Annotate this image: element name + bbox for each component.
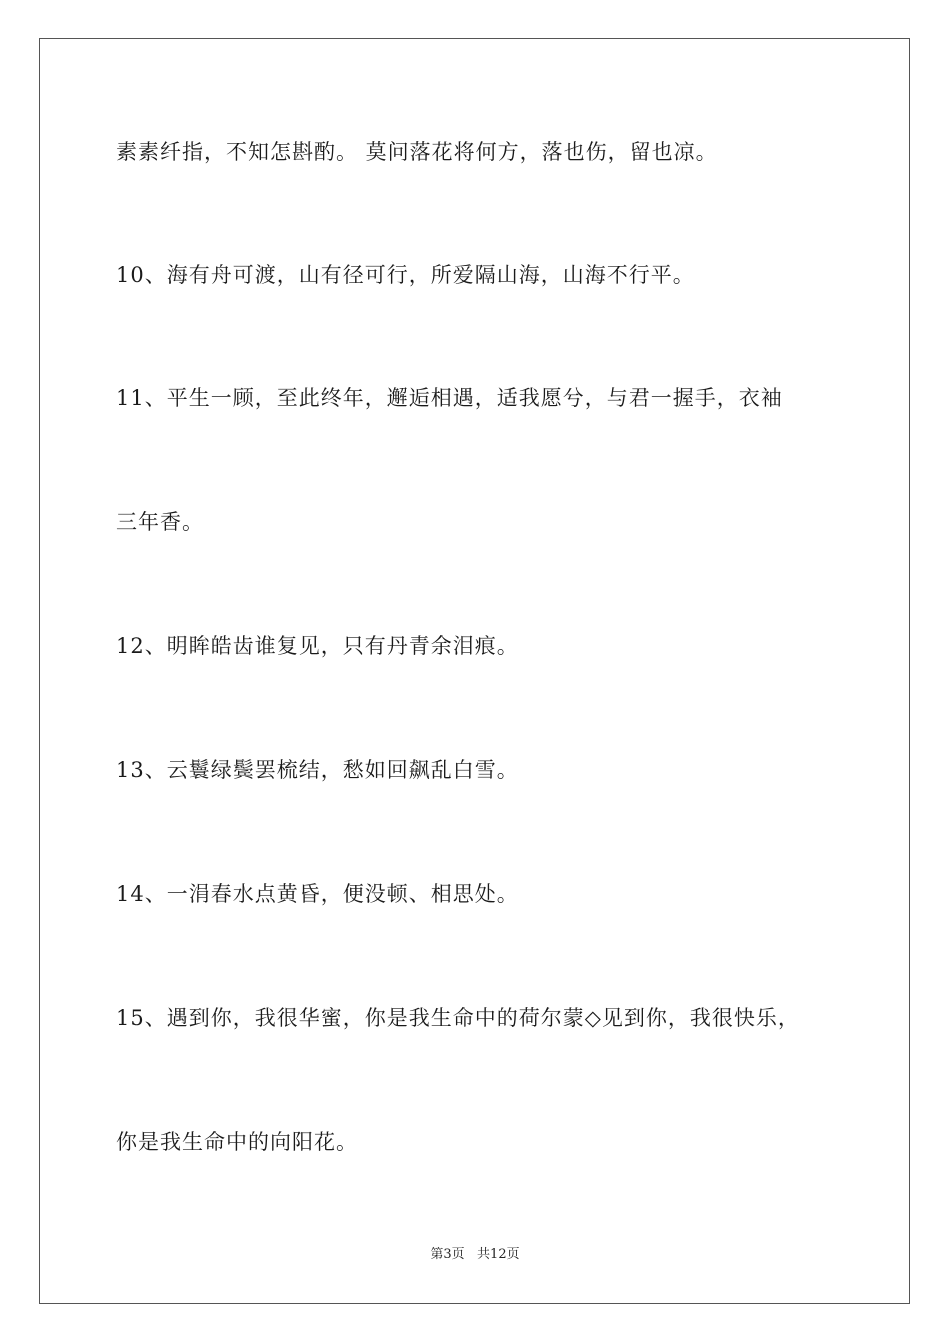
page-number-footer: 第3页 共12页	[430, 1247, 520, 1262]
text-line-9: 你是我生命中的向阳花。	[116, 1130, 358, 1154]
text-line-8: 15、遇到你，我很华蜜，你是我生命中的荷尔蒙◇见到你，我很快乐，	[116, 1006, 800, 1030]
text-line-2: 10、海有舟可渡，山有径可行，所爱隔山海，山海不行平。	[116, 263, 695, 287]
text-line-1: 素素纤指，不知怎斟酌。 莫问落花将何方，落也伤，留也凉。	[116, 140, 718, 164]
page-border	[39, 38, 910, 1304]
text-line-7: 14、一涓春水点黄昏，便没顿、相思处。	[116, 882, 519, 906]
text-line-3: 11、平生一顾，至此终年，邂逅相遇，适我愿兮，与君一握手，衣袖	[116, 386, 783, 410]
text-line-4: 三年香。	[116, 510, 204, 534]
text-line-5: 12、明眸皓齿谁复见，只有丹青余泪痕。	[116, 634, 519, 658]
text-line-6: 13、云鬟绿鬓罢梳结，愁如回飙乱白雪。	[116, 758, 519, 782]
